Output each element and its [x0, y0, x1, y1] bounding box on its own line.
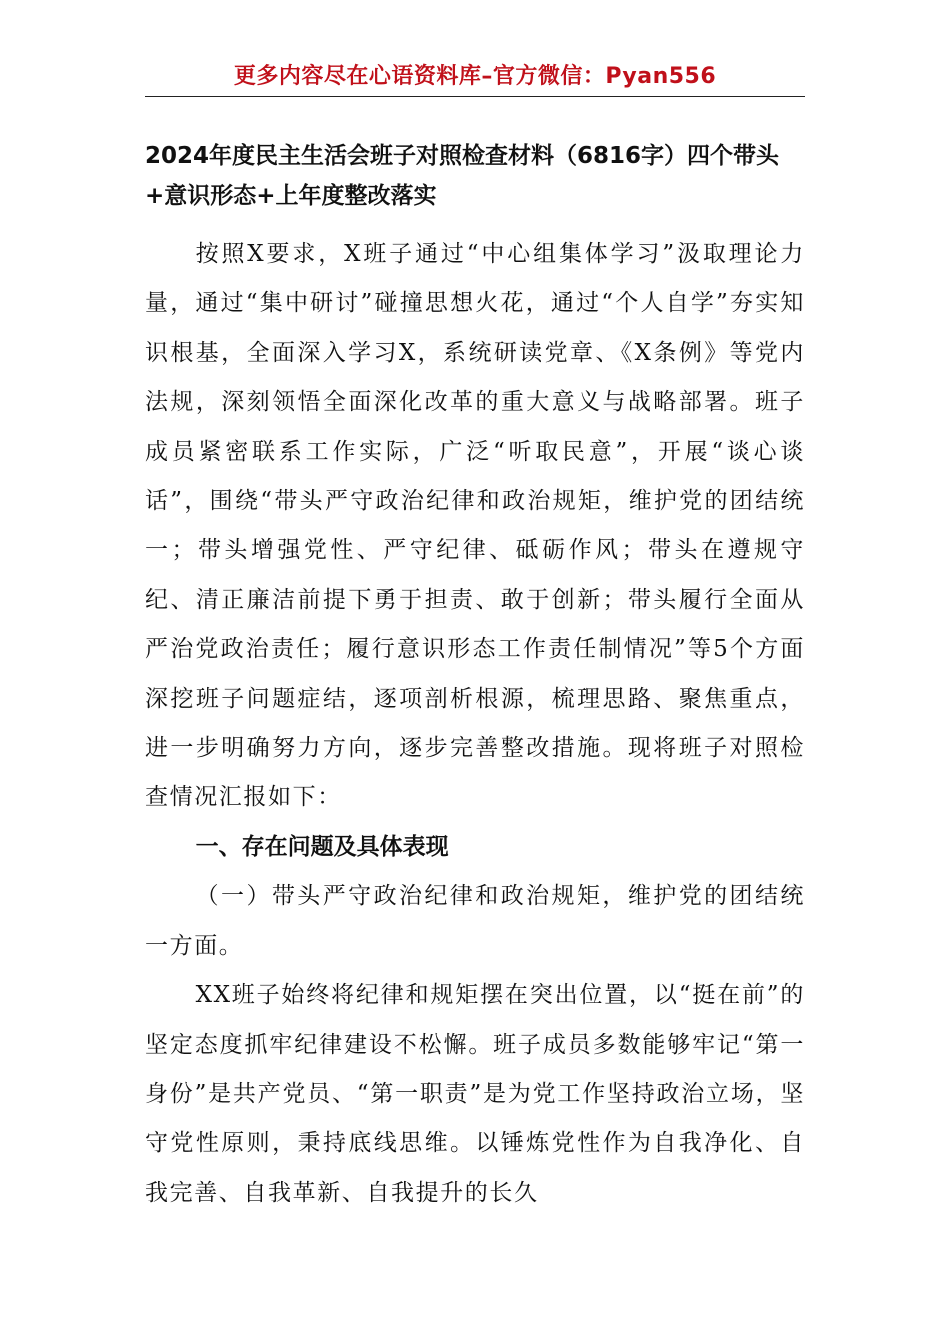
intro-paragraph: 按照X要求，X班子通过“中心组集体学习”汲取理论力量，通过“集中研讨”碰撞思想火花，通过“个人自学”夯实知识根基，全面深入学习X，系统研读党章、《X条例》等党内法规，深刻领悟全面深化改革的重大意义与战略部署。班子成员紧密联系工作实际，广泛“听取民意”，开展“谈心谈话”，围绕“带头严守政治纪律和政治规矩，维护党的团结统一；带头增强党性、严守纪律、砥砺作风；带头在遵规守纪、清正廉洁前提下勇于担责、敢于创新；带头履行全面从严治党政治责任；履行意识形态工作责任制情况”等5个方面深挖班子问题症结，逐项剖析根源，梳理思路、聚焦重点，进一步明确努力方向，逐步完善整改措施。现将班子对照检查情况汇报如下： [145, 241, 805, 811]
subsection-body-1: XX班子始终将纪律和规矩摆在突出位置，以“挺在前”的坚定态度抓牢纪律建设不松懈。班子成员多数能够牢记“第一身份”是共产党员、“第一职责”是为党工作坚持政治立场，坚守党性原则，秉持底线思维。以锤炼党性作为自我净化、自我完善、自我革新、自我提升的长久 [145, 982, 805, 1206]
document-body [145, 230, 805, 1218]
subsection-heading-1: （一）带头严守政治纪律和政治规矩，维护党的团结统一方面。 [145, 883, 805, 959]
header-promo-text: 更多内容尽在心语资料库–官方微信：Pyan556 [233, 64, 717, 89]
page-header [145, 62, 805, 97]
document-title: 2024年度民主生活会班子对照检查材料（6816字）四个带头+意识形态+上年度整改落实 [145, 143, 780, 209]
section-heading-1: 一、存在问题及具体表现 [195, 833, 449, 860]
